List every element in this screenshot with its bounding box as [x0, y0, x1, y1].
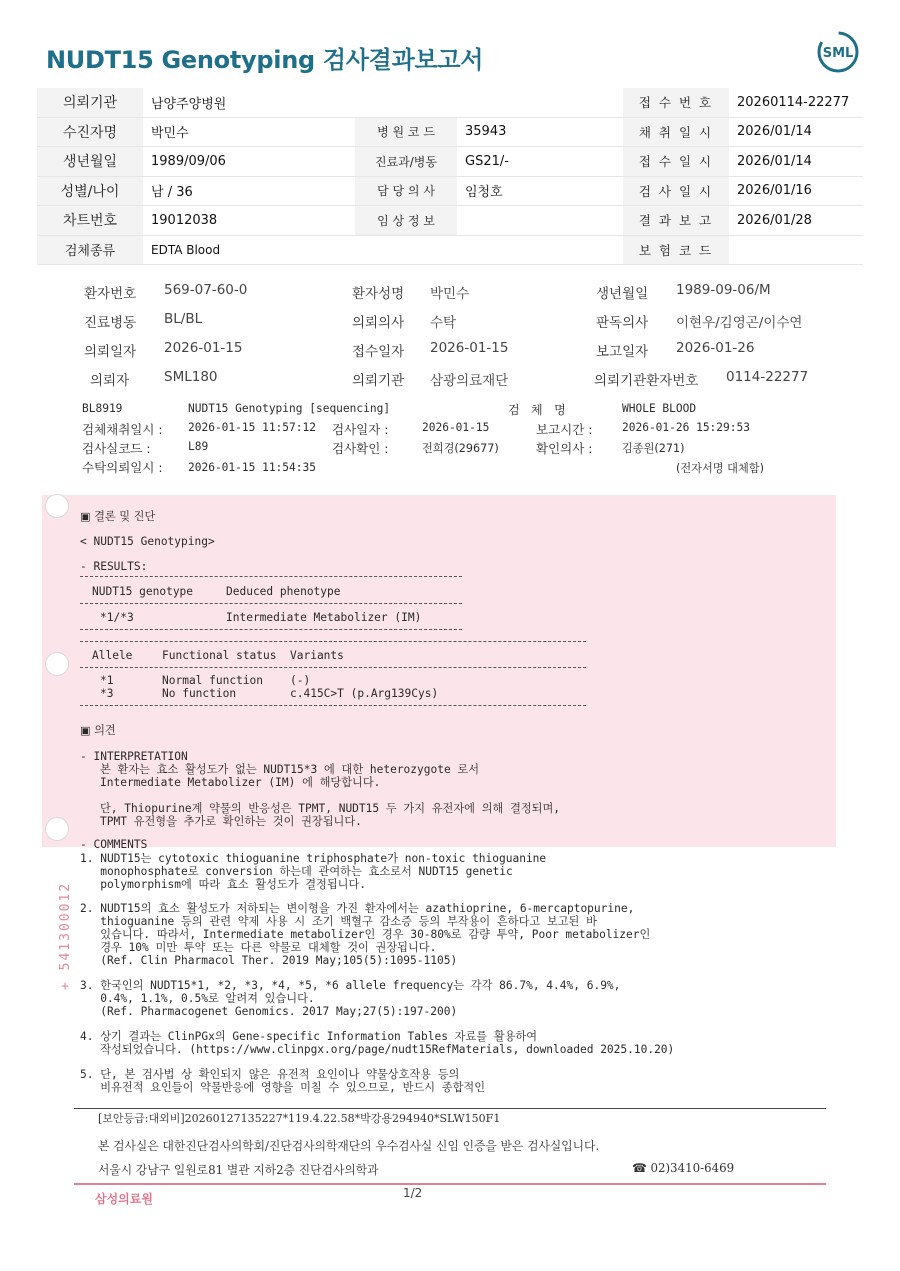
sml-logo	[816, 30, 860, 74]
label-cell	[355, 235, 457, 265]
allele-value: *1	[100, 674, 114, 687]
col-allele: Allele	[92, 649, 133, 662]
patient-label: 의뢰자	[90, 373, 130, 389]
comment-line: (Ref. Pharmacogenet Genomics. 2017 May;27(5):197-200)	[80, 1005, 458, 1018]
value-cell: GS21/-	[457, 147, 623, 177]
patient-value: 0114-22277	[726, 369, 809, 385]
label-cell: 결 과 보 고	[623, 206, 729, 236]
comment-line: 경우 10% 미만 투약 또는 다른 약물로 대체할 것이 권장됩니다.	[80, 941, 437, 954]
comment-line: thioguanine 등의 관련 약제 사용 시 조기 백혈구 감소증 등의 부작용이 흔하다고 보고된 바	[80, 915, 597, 928]
value-cell: EDTA Blood	[143, 235, 355, 265]
punch-hole	[45, 652, 69, 676]
patient-label: 판독의사	[596, 315, 649, 331]
test-name: NUDT15 Genotyping [sequencing]	[188, 402, 391, 415]
label-cell	[355, 88, 457, 117]
order-value: 2026-01-15 11:54:35	[188, 461, 316, 474]
value-cell: 19012038	[143, 206, 355, 236]
punch-hole	[45, 494, 69, 518]
patient-label: 접수일자	[352, 344, 405, 360]
doctor-label: 확인의사 :	[536, 441, 593, 456]
label-cell: 진료과/병동	[355, 147, 457, 177]
value-cell: 35943	[457, 117, 623, 147]
phone-text: ☎ 02)3410-6469	[632, 1161, 735, 1175]
label-cell: 담 당 의 사	[355, 176, 457, 206]
phenotype-value: Intermediate Metabolizer (IM)	[226, 611, 422, 624]
divider	[80, 641, 586, 642]
specimen-label: 검 체 명	[508, 403, 566, 417]
patient-label: 진료병동	[84, 315, 137, 331]
divider	[80, 667, 586, 668]
brand-logo-text: 삼성의료원	[95, 1192, 153, 1206]
value-cell: 남 / 36	[143, 176, 355, 206]
interpretation-line: 본 환자는 효소 활성도가 없는 NUDT15*3 에 대한 heterozygote 로서	[100, 763, 480, 776]
comment-line: polymorphism에 따라 효소 활성도가 결정됩니다.	[80, 878, 367, 891]
value-cell: 20260114-22277	[729, 88, 863, 117]
value-cell: 남양주양병원	[143, 88, 355, 117]
report-title: NUDT15 Genotyping 검사결과보고서	[46, 46, 484, 74]
header-row	[37, 88, 863, 117]
value-cell	[457, 235, 623, 265]
allele-variant: (-)	[290, 674, 311, 687]
patient-value: 이현우/김영곤/이수연	[676, 315, 803, 331]
patient-value: 수탁	[430, 315, 457, 331]
value-cell: 1989/09/06	[143, 147, 355, 177]
test-code: BL8919	[82, 402, 123, 415]
side-serial-number: + 541300012	[58, 881, 73, 990]
value-cell	[457, 88, 623, 117]
divider	[80, 629, 462, 630]
patient-value: 2026-01-15	[164, 340, 243, 356]
patient-label: 생년월일	[596, 286, 649, 302]
logo-text: SML	[822, 46, 854, 61]
allele-func: Normal function	[162, 674, 264, 687]
footer-divider	[74, 1108, 826, 1109]
test-date-value: 2026-01-15	[422, 421, 490, 434]
value-cell: 2026/01/14	[729, 147, 863, 177]
comment-line: 2. NUDT15의 효소 활성도가 저하되는 변이형을 가진 환자에서는 azathioprine, 6-mercaptopurine,	[80, 902, 635, 915]
label-cell: 채 취 일 시	[623, 117, 729, 147]
patient-value: SML180	[164, 369, 218, 385]
header-table	[37, 88, 863, 265]
results-label: - RESULTS:	[80, 560, 148, 573]
allele-variant: c.415C>T (p.Arg139Cys)	[290, 687, 439, 700]
page-number: 1/2	[403, 1186, 423, 1200]
patient-label: 의뢰의사	[352, 315, 405, 331]
divider	[80, 705, 586, 706]
section-opinion: ▣ 의견	[80, 724, 116, 737]
label-cell: 보 험 코 드	[623, 235, 729, 265]
comments-label: - COMMENTS	[80, 838, 148, 851]
comment-line: 비유전적 요인들이 약물반응에 영향을 미칠 수 있으므로, 반드시 종합적인	[80, 1081, 486, 1094]
result-subtitle: < NUDT15 Genotyping>	[80, 535, 215, 548]
patient-label: 의뢰기관환자번호	[594, 373, 699, 389]
test-date-label: 검사일자 :	[332, 422, 389, 437]
confirm-value: 전희경(29677)	[422, 442, 499, 455]
value-cell: 2026/01/16	[729, 176, 863, 206]
allele-func: No function	[162, 687, 237, 700]
value-cell	[729, 235, 863, 265]
label-cell: 생년월일	[37, 147, 143, 177]
label-cell: 검 사 일 시	[623, 176, 729, 206]
label-cell: 접 수 번 호	[623, 88, 729, 117]
label-cell: 임 상 정 보	[355, 206, 457, 236]
label-cell: 검체종류	[37, 235, 143, 265]
patient-value: 박민수	[430, 286, 470, 302]
patient-value: 2026-01-15	[430, 340, 509, 356]
col-variants: Variants	[290, 649, 344, 662]
label-cell: 의뢰기관	[37, 88, 143, 117]
divider	[80, 603, 462, 604]
patient-label: 의뢰기관	[352, 373, 405, 389]
report-time-label: 보고시간 :	[536, 422, 593, 437]
label-cell: 수진자명	[37, 117, 143, 147]
comment-line: 있습니다. 따라서, Intermediate metabolizer인 경우 30-80%로 감량 투약, Poor metabolizer인	[80, 928, 651, 941]
value-cell: 임청호	[457, 176, 623, 206]
interpretation-line: TPMT 유전형을 추가로 확인하는 것이 권장됩니다.	[100, 815, 362, 828]
punch-hole	[45, 817, 69, 841]
patient-label: 환자성명	[352, 286, 405, 302]
comment-line: 4. 상기 결과는 ClinPGx의 Gene-specific Information Tables 자료를 활용하여	[80, 1030, 538, 1043]
esign-note: (전자서명 대체함)	[676, 462, 764, 475]
label-cell: 차트번호	[37, 206, 143, 236]
comment-line: 1. NUDT15는 cytotoxic thioguanine triphosphate가 non-toxic thioguanine	[80, 852, 547, 865]
interpretation-label: - INTERPRETATION	[80, 750, 188, 763]
header-row	[37, 176, 863, 206]
comment-line: 3. 한국인의 NUDT15*1, *2, *3, *4, *5, *6 allele frequency는 각각 86.7%, 4.4%, 6.9%,	[80, 979, 621, 992]
header-row	[37, 206, 863, 236]
patient-value: 삼광의료재단	[430, 373, 509, 389]
doctor-value: 김종원(271)	[622, 442, 685, 455]
allele-value: *3	[100, 687, 114, 700]
section-conclusion: ▣ 결론 및 진단	[80, 510, 156, 523]
order-label: 수탁의뢰일시 :	[82, 460, 163, 475]
patient-value: BL/BL	[164, 311, 203, 327]
col-phenotype: Deduced phenotype	[226, 585, 341, 598]
specimen-value: WHOLE BLOOD	[622, 402, 697, 415]
comment-line: 5. 단, 본 검사법 상 확인되지 않은 유전적 요인이나 약물상호작용 등의	[80, 1068, 460, 1081]
patient-label: 보고일자	[596, 344, 649, 360]
security-line: [보안등급:대외비]20260127135227*119.4.22.58*박강용294940*SLW150F1	[98, 1112, 501, 1125]
certification-text: 본 검사실은 대한진단검사의학회/진단검사의학재단의 우수검사실 신임 인증을 받은 검사실입니다.	[98, 1139, 600, 1153]
room-value: L89	[188, 440, 209, 453]
label-cell: 성별/나이	[37, 176, 143, 206]
comment-line: (Ref. Clin Pharmacol Ther. 2019 May;105(5):1095-1105)	[80, 954, 458, 967]
comment-line: 작성되었습니다. (https://www.clinpgx.org/page/nudt15RefMaterials, downloaded 2025.10.20)	[80, 1043, 675, 1056]
confirm-label: 검사확인 :	[332, 441, 389, 456]
header-row	[37, 117, 863, 147]
comment-line: 0.4%, 1.1%, 0.5%로 알려져 있습니다.	[80, 992, 315, 1005]
divider	[80, 576, 462, 577]
address-text: 서울시 강남구 일원로81 별관 지하2층 진단검사의학과	[98, 1163, 379, 1177]
interpretation-line: 단, Thiopurine계 약물의 반응성은 TPMT, NUDT15 두 가지 유전자에 의해 결정되며,	[100, 802, 561, 815]
label-cell: 접 수 일 시	[623, 147, 729, 177]
patient-label: 의뢰일자	[84, 344, 137, 360]
genotype-value: *1/*3	[100, 611, 134, 624]
collect-label: 검체채취일시 :	[82, 422, 163, 437]
patient-value: 2026-01-26	[676, 340, 755, 356]
col-functional-status: Functional status	[162, 649, 277, 662]
label-cell: 병 원 코 드	[355, 117, 457, 147]
interpretation-line: Intermediate Metabolizer (IM) 에 해당합니다.	[100, 776, 381, 789]
comment-line: monophosphate로 conversion 하는데 관여하는 효소로서 NUDT15 genetic	[80, 865, 513, 878]
header-row	[37, 147, 863, 177]
patient-value: 569-07-60-0	[164, 282, 248, 298]
patient-label: 환자번호	[84, 286, 137, 302]
value-cell	[457, 206, 623, 236]
header-row	[37, 235, 863, 265]
col-genotype: NUDT15 genotype	[92, 585, 194, 598]
value-cell: 2026/01/14	[729, 117, 863, 147]
room-label: 검사실코드 :	[82, 441, 151, 456]
value-cell: 박민수	[143, 117, 355, 147]
value-cell: 2026/01/28	[729, 206, 863, 236]
patient-value: 1989-09-06/M	[676, 282, 771, 298]
report-time-value: 2026-01-26 15:29:53	[622, 421, 750, 434]
footer-pink-line	[74, 1183, 826, 1185]
collect-value: 2026-01-15 11:57:12	[188, 421, 316, 434]
